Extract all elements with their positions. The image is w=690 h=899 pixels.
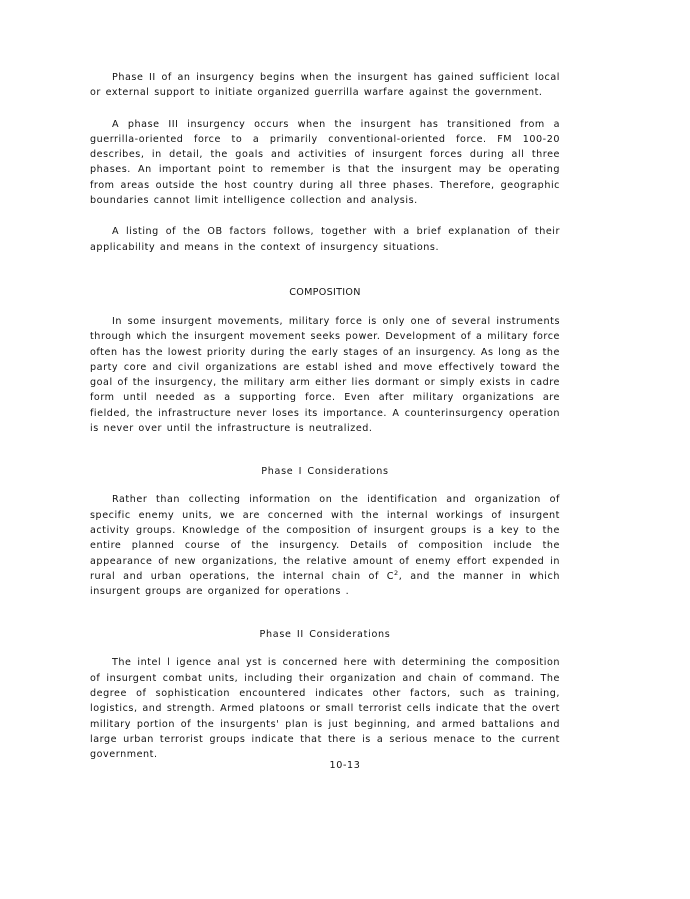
paragraph-phase-3: A phase III insurgency occurs when the insurgent has transitioned from a guerrilla-oriented force to a primarily conventional-oriented force. FM 100-20 describes, in detail, the goals and activities of insurgent forces during all three phases. An important point to remember is that the insurgent may be operating from areas outside the host country during all three phases. Therefore, geographic boundaries cannot limit intelligence collection and analysis. — [90, 118, 560, 207]
paragraph-ob-factors: A listing of the OB factors follows, together with a brief explanation of their applicability and means in the context of insurgency situations. — [90, 226, 560, 253]
phase-1-text-part-1: Rather than collecting information on the identification and organization of specific enemy units, we are concerned with the internal workings of insurgent activity groups. Knowledge of the composition of insurgent groups is a key to the entire planned course of the insurgency. Details of composition include the appearance of new organizations, the relative amount of enemy effort expended in rural and urban operations, the internal chain of C — [90, 494, 560, 582]
paragraph-phase-2-intro: Phase II of an insurgency begins when the insurgent has gained sufficient local or external support to initiate organized guerrilla warfare against the government. — [90, 72, 560, 99]
subheading-spacer-2 — [90, 615, 560, 627]
document-body — [90, 70, 560, 763]
paragraph-composition: In some insurgent movements, military force is only one of several instruments through which the insurgent movement seeks power. Development of a military force often has the lowest priority during the early stages of an insurgency. As long as the party core and civil organizations are establ ished and move effectively toward the goal of the insurgency, the military arm either lies dormant or simply exists in cadre form until needed as a supporting force. Even after military organizations are fielded, the infrastructure never loses its importance. A counterinsurgency operation is never over until the infrastructure is neutralized. — [90, 315, 560, 435]
page-number-footer: 10-13 — [329, 760, 361, 771]
superscript-c2: 2 — [394, 568, 399, 577]
paragraph-phase-2-considerations: The intel l igence anal yst is concerned here with determining the composition of insurgent combat units, including their organization and chain of command. The degree of sophistication encountered indicates other factors, such as training, logistics, and strength. Armed platoons or small terrorist cells indicate that the overt military portion of the insurgents' plan is just beginning, and armed battalions and large urban terrorist groups indicate that there is a serious menace to the current government. — [90, 657, 560, 761]
heading-spacer — [90, 271, 560, 285]
paragraph-phase-1-considerations — [90, 492, 560, 599]
subheading-phase-1-considerations: Phase I Considerations — [261, 466, 389, 478]
section-heading-composition: COMPOSITION — [289, 286, 361, 298]
subheading-spacer-1 — [90, 452, 560, 464]
subheading-phase-2-considerations: Phase II Considerations — [259, 629, 391, 641]
phase-1-text-part-2: , and the manner in which insurgent groups are organized for operations . — [90, 570, 560, 598]
